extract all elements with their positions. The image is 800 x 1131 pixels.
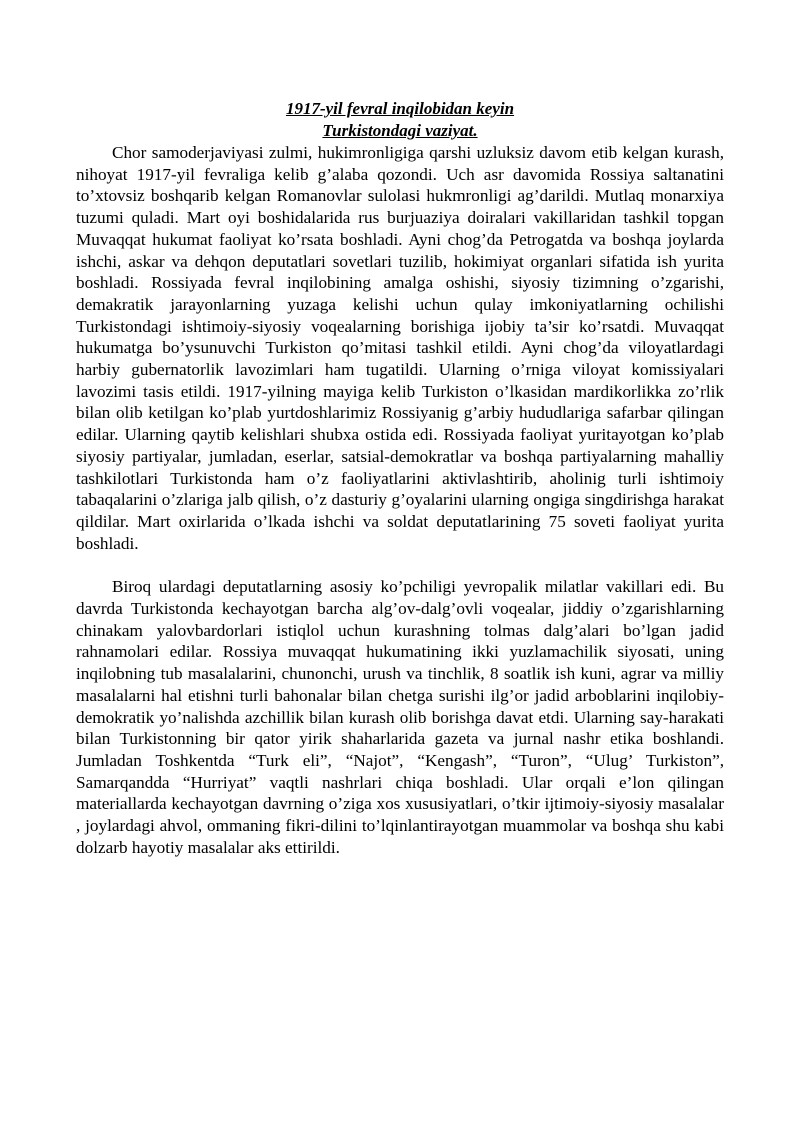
document-page [76, 98, 724, 859]
document-title-line-2: Turkistondagi vaziyat. [322, 121, 478, 140]
paragraph-1: Chor samoderjaviyasi zulmi, hukimronligiga qarshi uzluksiz davom etib kelgan kurash, nihoyat 1917-yil fevraliga kelib g’alaba qozondi. Uch asr davomida Rossiya saltanatini to’xtovsiz boshqarib kelgan Romanovlar sulolasi hukmronligi ag’darildi. Mutlaq monarxiya tuzumi quladi. Mart oyi boshidalarida rus burjuaziya doiralari vakillaridan tashkil topgan Muvaqqat hukumat faoliyat ko’rsata boshladi. Ayni chog’da Petrogatda va boshqa joylarda ishchi, askar va dehqon deputatlari sovetlari tuzilib, hokimiyat organlari sifatida ish yurita boshladi. Rossiyada fevral inqilobining amalga oshishi, siyosiy tizimning o’zgarishi, demakratik jarayonlarning yuzaga kelishi uchun qulay imkoniyatlarning ochilishi Turkistondagi ishtimoiy-siyosiy voqealarning borishiga ijobiy ta’sir ko’rsatdi. Muvaqqat hukumatga bo’ysunuvchi Turkiston qo’mitasi tashkil etildi. Ayni chog’da viloyatlardagi harbiy gubernatorlik lavozimlari ham tugatildi. Ularning o’rniga viloyat komissiyalari lavozimi tasis etildi. 1917-yilning mayiga kelib Turkiston o’lkasidan mardikorlikka zo’rlik bilan olib ketilgan ko’plab yurtdoshlarimiz Rossiyanig g’arbiy hududlariga safarbar qilingan edilar. Ularning qaytib kelishlari shubxa ostida edi. Rossiyada faoliyat yuritayotgan ko’plab siyosiy partiyalar, jumladan, eserlar, satsial-demokratlar va boshqa partiyalarning mahalliy tashkilotlari Turkistonda ham o’z faoliyatlarini aktivlashtirib, aholinig turli ishtimoiy tabaqalarini o’zlariga jalb qilish, o’z dasturiy g’oyalarini ularning ongiga singdirishga harakat qildilar. Mart oxirlarida o’lkada ishchi va soldat deputatlarining 75 soveti faoliyat yurita boshladi. [76, 143, 724, 553]
paragraph-2: Biroq ulardagi deputatlarning asosiy ko’pchiligi yevropalik milatlar vakillari edi. Bu davrda Turkistonda kechayotgan barcha alg’ov-dalg’ovli voqealar, jiddiy o’zgarishlarning chinakam yalovbardorlari istiqlol uchun kurashning tolmas dalg’alari bo’lgan jadid rahnamolari edilar. Rossiya muvaqqat hukumatining ikki yuzlamachilik siyosati, uning inqilobning tub masalalarini, chunonchi, urush va tinchlik, 8 soatlik ish kuni, agrar va milliy masalalarni hal etishni turli bahonalar bilan chetga surishi ilg’or jadid arboblarini inqilobiy-demokratik yo’nalishda azchillik bilan kurash olib borishga davat etdi. Ularning say-harakati bilan Turkistonning bir qator yirik shaharlarida gazeta va jurnal nashr etika boshlandi. Jumladan Toshkentda “Turk eli”, “Najot”, “Kengash”, “Turon”, “Ulug’ Turkiston”, Samarqandda “Hurriyat” vaqtli nashrlari chiqa boshladi. Ular orqali e’lon qilingan materiallarda kechayotgan davrning o’ziga xos xususiyatlari, o’tkir ijtimoiy-siyosiy masalalar , joylardagi ahvol, ommaning fikri-dilini to’lqinlantirayotgan muammolar va boshqa shu kabi dolzarb hayotiy masalalar aks ettirildi. [76, 577, 724, 857]
document-title-line-1: 1917-yil fevral inqilobidan keyin [285, 99, 515, 118]
paragraph-spacer [76, 554, 724, 576]
